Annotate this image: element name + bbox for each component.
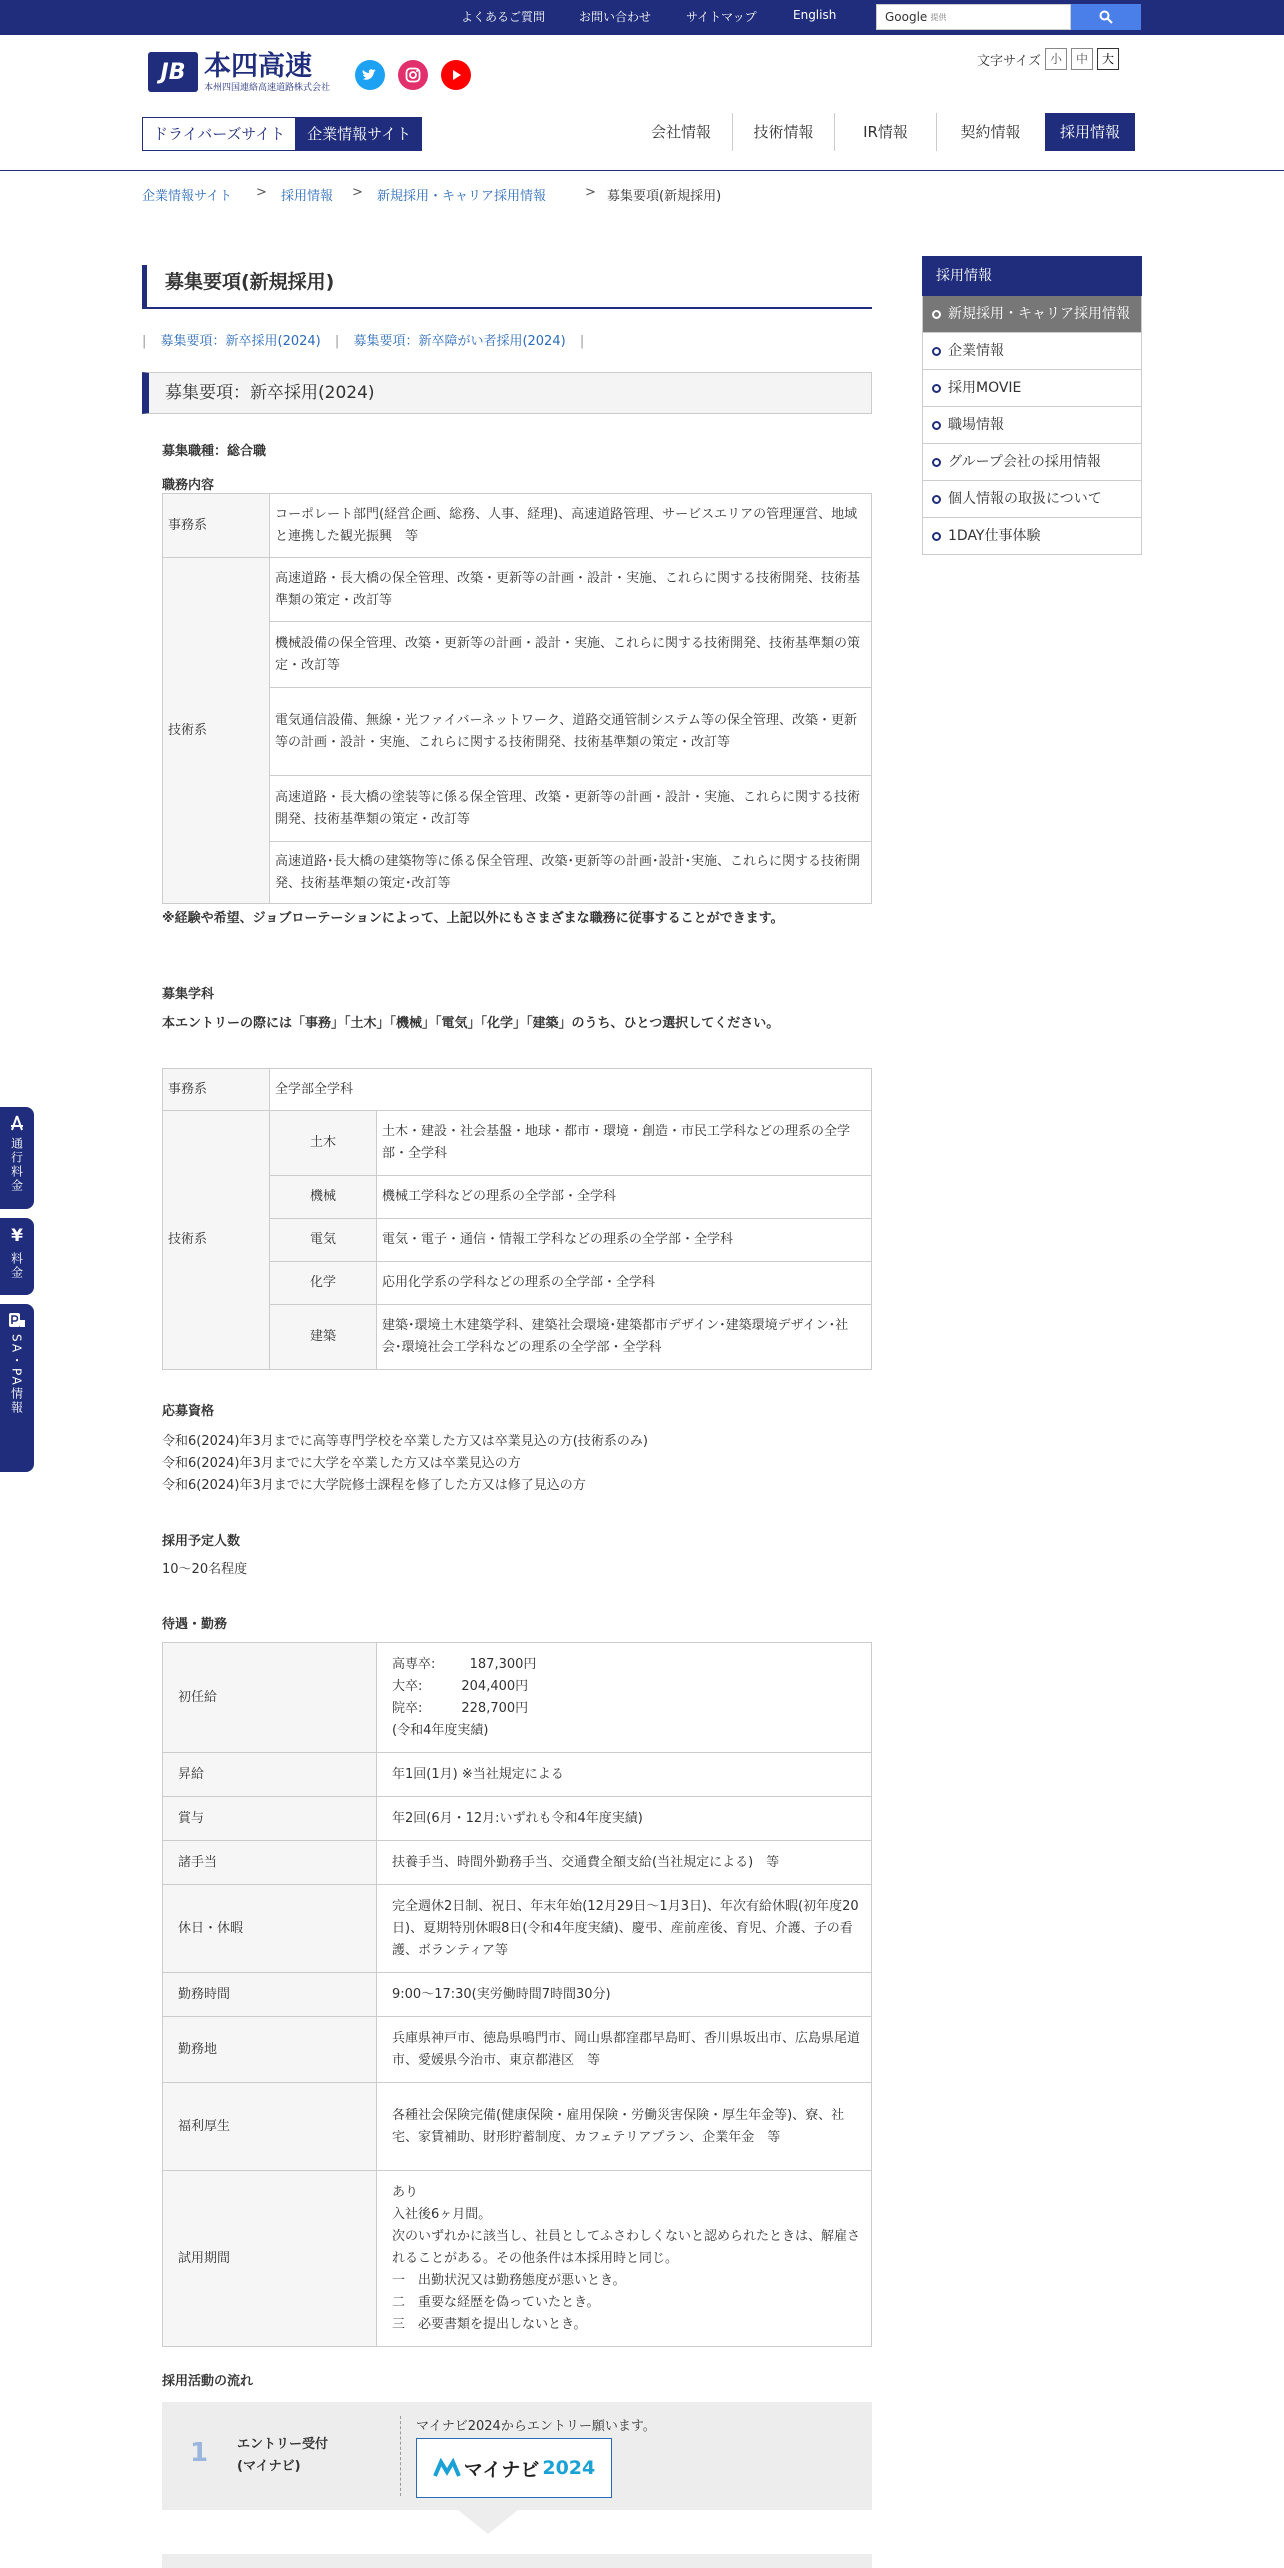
flow-step-title: エントリー受付 (マイナビ) xyxy=(237,2437,329,2474)
parking-icon xyxy=(8,1312,26,1328)
flow-arrow xyxy=(458,2510,518,2534)
treatment-key: 賞与 xyxy=(163,1797,377,1841)
font-size-medium[interactable]: 中 xyxy=(1071,48,1093,70)
traffic-info-label: 通行料金 xyxy=(9,1137,24,1193)
breadcrumb-item[interactable]: 新規採用・キャリア採用情報 xyxy=(377,189,547,204)
majors-tech-label: 技術系 xyxy=(163,1111,270,1370)
search-input[interactable] xyxy=(876,4,1071,30)
treatment-key: 休日・休暇 xyxy=(163,1885,377,1973)
sidebar-item-label: 採用MOVIE xyxy=(948,380,1022,396)
duties-tech-row: 高速道路・長大橋の塗装等に係る保全管理、改築・更新等の計画・設計・実施、これらに関する技術開発、技術基準類の策定・改訂等 xyxy=(270,776,872,842)
sitemap-link[interactable]: サイトマップ xyxy=(686,10,757,24)
sidebar-item-label: 個人情報の取扱について xyxy=(948,491,1102,507)
logo-name: 本四高速 xyxy=(204,51,312,82)
treatment-row xyxy=(163,1841,872,1885)
treatment-value xyxy=(377,1643,872,1753)
toll-label: 料金 xyxy=(9,1252,24,1280)
treatment-key: 勤務時間 xyxy=(163,1973,377,2017)
treatment-row xyxy=(163,1797,872,1841)
duties-office-text: コーポレート部門(経営企画、総務、人事、経理)、高速道路管理、サービスエリアの管理運営、地域と連携した観光振興 等 xyxy=(270,494,872,558)
flow-next-step xyxy=(162,2554,872,2568)
english-link[interactable]: English xyxy=(793,8,837,22)
treatment-value-line: 年1回(1月) ※当社規定による xyxy=(392,1766,564,1782)
treatment-key: 諸手当 xyxy=(163,1841,377,1885)
mynavi-logo-icon xyxy=(433,2458,461,2478)
faq-link[interactable]: よくあるご質問 xyxy=(461,10,546,24)
treatment-table xyxy=(162,1642,872,2347)
duties-tech-row: 電気通信設備、無線・光ファイバーネットワーク、道路交通管制システム等の保全管理、改築・更新等の計画・設計・実施、これらに関する技術開発、技術基準類の策定・改訂等 xyxy=(270,688,872,776)
font-size-control xyxy=(977,48,1119,70)
job-type: 募集職種：総合職 xyxy=(162,444,267,459)
sidebar-item-new-career[interactable] xyxy=(922,296,1142,333)
treatment-value-line: 大卒: 204,400円 xyxy=(392,1678,529,1694)
treatment-value xyxy=(377,2171,872,2347)
treatment-value-line: 各種社会保険完備(健康保険・雇用保険・労働災害保険・厚生年金等)、寮、社宅、家賃補助、財形貯蓄制度、カフェテリアプラン、企業年金 等 xyxy=(392,2107,845,2145)
breadcrumb-sep: > xyxy=(585,185,596,200)
sidebar xyxy=(922,256,1142,555)
bullet-icon xyxy=(932,495,941,504)
nav-company[interactable]: 会社情報 xyxy=(650,123,711,141)
anchor-links: | 募集要項：新卒採用(2024) | 募集要項：新卒障がい者採用(2024) | xyxy=(142,334,585,349)
treatment-value xyxy=(377,1841,872,1885)
treatment-value-line: 扶養手当、時間外勤務手当、交通費全額支給(当社規定による) 等 xyxy=(392,1854,780,1870)
treatment-row xyxy=(163,1643,872,1753)
qualification-line: 令和6(2024)年3月までに大学を卒業した方又は卒業見込の方 xyxy=(162,1456,521,1471)
youtube-icon[interactable] xyxy=(441,60,471,90)
mynavi-year: 2024 xyxy=(542,2457,596,2479)
major-field: 機械 xyxy=(270,1176,377,1219)
flow-label: 採用活動の流れ xyxy=(162,2374,254,2389)
page-title: 募集要項(新規採用) xyxy=(142,265,872,309)
anchor-disability[interactable]: 募集要項：新卒障がい者採用(2024) xyxy=(353,334,566,349)
logo[interactable] xyxy=(148,52,330,94)
search-button[interactable] xyxy=(1071,4,1141,30)
treatment-key: 福利厚生 xyxy=(163,2083,377,2171)
duties-tech-row: 高速道路･長大橋の建築物等に係る保全管理、改築･更新等の計画･設計･実施、これらに関する技術開発、技術基準類の策定･改訂等 xyxy=(270,842,872,904)
sidebar-item-label: 企業情報 xyxy=(948,343,1004,359)
treatment-row xyxy=(163,1753,872,1797)
sidebar-item-group[interactable] xyxy=(922,444,1142,481)
duties-note: ※経験や希望、ジョブローテーションによって、上記以外にもさまざまな職務に従事することができます。 xyxy=(162,911,784,926)
tab-drivers-site[interactable]: ドライバーズサイト xyxy=(142,117,296,151)
sidebar-head[interactable]: 採用情報 xyxy=(922,256,1142,296)
duties-tech-row: 高速道路・長大橋の保全管理、改築・更新等の計画・設計・実施、これらに関する技術開発、技術基準類の策定・改訂等 xyxy=(270,558,872,622)
major-text: 土木・建設・社会基盤・地球・都市・環境・創造・市民工学科などの理系の全学部・全学科 xyxy=(377,1111,872,1176)
sidebar-item-1day[interactable] xyxy=(922,518,1142,555)
logo-sub: 本州四国連絡高速道路株式会社 xyxy=(204,83,331,93)
nav-technology[interactable]: 技術情報 xyxy=(732,113,834,151)
headcount-text: 10～20名程度 xyxy=(162,1562,248,1577)
breadcrumb-sep: > xyxy=(352,185,363,200)
treatment-value-line: 完全週休2日制、祝日、年末年始(12月29日～1月3日)、年次有給休暇(初年度20日)、夏期特別休暇8日(令和4年度実績)、慶弔、産前産後、育児、介護、子の看護、ボランティア等 xyxy=(392,1898,859,1958)
sidebar-item-company[interactable] xyxy=(922,333,1142,370)
sidebar-item-label: 新規採用・キャリア採用情報 xyxy=(948,306,1130,322)
breadcrumb-sep: > xyxy=(256,185,267,200)
twitter-icon[interactable] xyxy=(355,60,385,90)
bullet-icon xyxy=(932,384,941,393)
treatment-row xyxy=(163,1973,872,2017)
sapa-label: SA・PA情報 xyxy=(9,1334,24,1415)
treatment-value-line: 年2回(6月・12月:いずれも令和4年度実績) xyxy=(392,1810,643,1826)
font-size-label: 文字サイズ xyxy=(977,53,1041,69)
treatment-value-line: 高専卒: 187,300円 xyxy=(392,1656,537,1672)
majors-office-text: 全学部全学科 xyxy=(270,1069,872,1111)
treatment-value xyxy=(377,1753,872,1797)
treatment-value-line: 次のいずれかに該当し、社員としてふさわしくないと認められたときは、解雇されることがある。その他条件は本採用時と同じ。 xyxy=(392,2228,861,2266)
treatment-value xyxy=(377,2083,872,2171)
anchor-new-grad[interactable]: 募集要項：新卒採用(2024) xyxy=(160,334,321,349)
bullet-icon xyxy=(932,310,941,319)
mynavi-badge[interactable] xyxy=(416,2438,612,2498)
search-icon xyxy=(1099,10,1113,24)
treatment-key: 昇給 xyxy=(163,1753,377,1797)
headcount-label: 採用予定人数 xyxy=(162,1534,241,1549)
flow-step-desc: マイナビ2024からエントリー願います。 xyxy=(416,2419,656,2434)
logo-mark: JB xyxy=(148,52,198,92)
treatment-value xyxy=(377,1885,872,1973)
duties-label: 職務内容 xyxy=(162,478,215,493)
major-text: 建築･環境土木建築学科、建築社会環境･建築都市デザイン･建築環境デザイン･社会･環境社会工学科などの理系の全学部・全学科 xyxy=(377,1305,872,1370)
font-size-small[interactable]: 小 xyxy=(1045,48,1067,70)
toll-button[interactable] xyxy=(0,1218,34,1295)
sidebar-item-label: グループ会社の採用情報 xyxy=(948,454,1101,470)
treatment-key: 初任給 xyxy=(163,1643,377,1753)
qualification-line: 令和6(2024)年3月までに大学院修士課程を修了した方又は修了見込の方 xyxy=(162,1478,586,1493)
bullet-icon xyxy=(932,458,941,467)
duties-tech-label: 技術系 xyxy=(163,558,270,904)
google-label: Google xyxy=(885,10,928,24)
sidebar-item-label: 1DAY仕事体験 xyxy=(948,528,1041,544)
section-title: 募集要項：新卒採用(2024) xyxy=(142,372,872,414)
treatment-value-line: 入社後6ヶ月間。 xyxy=(392,2206,492,2222)
treatment-value-line: 三 必要書類を提出しないとき。 xyxy=(392,2316,587,2332)
tab-corporate-site[interactable]: 企業情報サイト xyxy=(296,117,422,151)
instagram-icon[interactable] xyxy=(398,60,428,90)
traffic-info-button[interactable] xyxy=(0,1107,34,1209)
duties-tech-row: 機械設備の保全管理、改築・更新等の計画・設計・実施、これらに関する技術開発、技術基準類の策定・改訂等 xyxy=(270,622,872,688)
treatment-value-line: (令和4年度実績) xyxy=(392,1722,489,1738)
major-field: 化学 xyxy=(270,1262,377,1305)
flow-step xyxy=(162,2402,872,2510)
treatment-value-line: あり xyxy=(392,2184,419,2200)
sidebar-item-movie[interactable] xyxy=(922,370,1142,407)
majors-label: 募集学科 xyxy=(162,987,215,1002)
google-search xyxy=(876,4,1141,30)
nav-recruit[interactable]: 採用情報 xyxy=(1045,113,1135,151)
bullet-icon xyxy=(932,347,941,356)
treatment-value xyxy=(377,2017,872,2083)
treatment-value-line: 院卒: 228,700円 xyxy=(392,1700,529,1716)
nav-ir[interactable]: IR情報 xyxy=(834,113,936,151)
major-field: 土木 xyxy=(270,1111,377,1176)
flow-divider xyxy=(400,2416,401,2496)
sidebar-item-label: 職場情報 xyxy=(948,417,1004,433)
mynavi-name: マイナビ xyxy=(463,2458,540,2481)
treatment-row xyxy=(163,2083,872,2171)
treatment-value-line: 二 重要な経歴を偽っていたとき。 xyxy=(392,2294,600,2310)
majors-office-label: 事務系 xyxy=(163,1069,270,1111)
bullet-icon xyxy=(932,421,941,430)
bullet-icon xyxy=(932,532,941,541)
major-field: 電気 xyxy=(270,1219,377,1262)
flow-step-number: 1 xyxy=(190,2438,209,2468)
treatment-row xyxy=(163,1885,872,1973)
sapa-button[interactable] xyxy=(0,1304,34,1472)
breadcrumb-item[interactable]: 企業情報サイト xyxy=(142,189,233,204)
header-divider xyxy=(0,170,1284,171)
contact-link[interactable]: お問い合わせ xyxy=(579,10,652,24)
top-bar xyxy=(0,0,1284,35)
treatment-value-line: 一 出勤状況又は勤務態度が悪いとき。 xyxy=(392,2272,626,2288)
duties-table xyxy=(162,493,872,904)
major-field: 建築 xyxy=(270,1305,377,1370)
font-size-large[interactable]: 大 xyxy=(1097,48,1119,70)
treatment-value xyxy=(377,1973,872,2017)
sidebar-item-workplace[interactable] xyxy=(922,407,1142,444)
treatment-row xyxy=(163,2017,872,2083)
major-text: 電気・電子・通信・情報工学科などの理系の全学部・全学科 xyxy=(377,1219,872,1262)
qualification-label: 応募資格 xyxy=(162,1404,215,1419)
treatment-value-line: 9:00～17:30(実労働時間7時間30分) xyxy=(392,1986,611,2002)
treatment-key: 勤務地 xyxy=(163,2017,377,2083)
major-text: 機械工学科などの理系の全学部・全学科 xyxy=(377,1176,872,1219)
majors-intro: 本エントリーの際には「事務」「土木」「機械」「電気」「化学」「建築」のうち、ひとつ選択してください。 xyxy=(162,1016,780,1031)
qualification-line: 令和6(2024)年3月までに高等専門学校を卒業した方又は卒業見込の方(技術系のみ) xyxy=(162,1434,648,1449)
major-text: 応用化学系の学科などの理系の全学部・全学科 xyxy=(377,1262,872,1305)
treatment-row xyxy=(163,2171,872,2347)
sidebar-item-privacy[interactable] xyxy=(922,481,1142,518)
majors-table xyxy=(162,1068,872,1370)
google-sub: 提供 xyxy=(930,12,947,22)
treatment-value-line: 兵庫県神戸市、徳島県鳴門市、岡山県都窪郡早島町、香川県坂出市、広島県尾道市、愛媛県今治市、東京都港区 等 xyxy=(392,2030,861,2068)
treatment-key: 試用期間 xyxy=(163,2171,377,2347)
breadcrumb-item[interactable]: 採用情報 xyxy=(281,189,334,204)
nav-contracts[interactable]: 契約情報 xyxy=(936,113,1044,151)
duties-office-label: 事務系 xyxy=(163,494,270,558)
yen-icon: ¥ xyxy=(11,1226,23,1246)
treatment-label: 待遇・勤務 xyxy=(162,1617,228,1632)
road-icon xyxy=(9,1115,25,1131)
site-tabs xyxy=(142,117,422,151)
breadcrumb-current: 募集要項(新規採用) xyxy=(607,189,722,204)
treatment-value xyxy=(377,1797,872,1841)
